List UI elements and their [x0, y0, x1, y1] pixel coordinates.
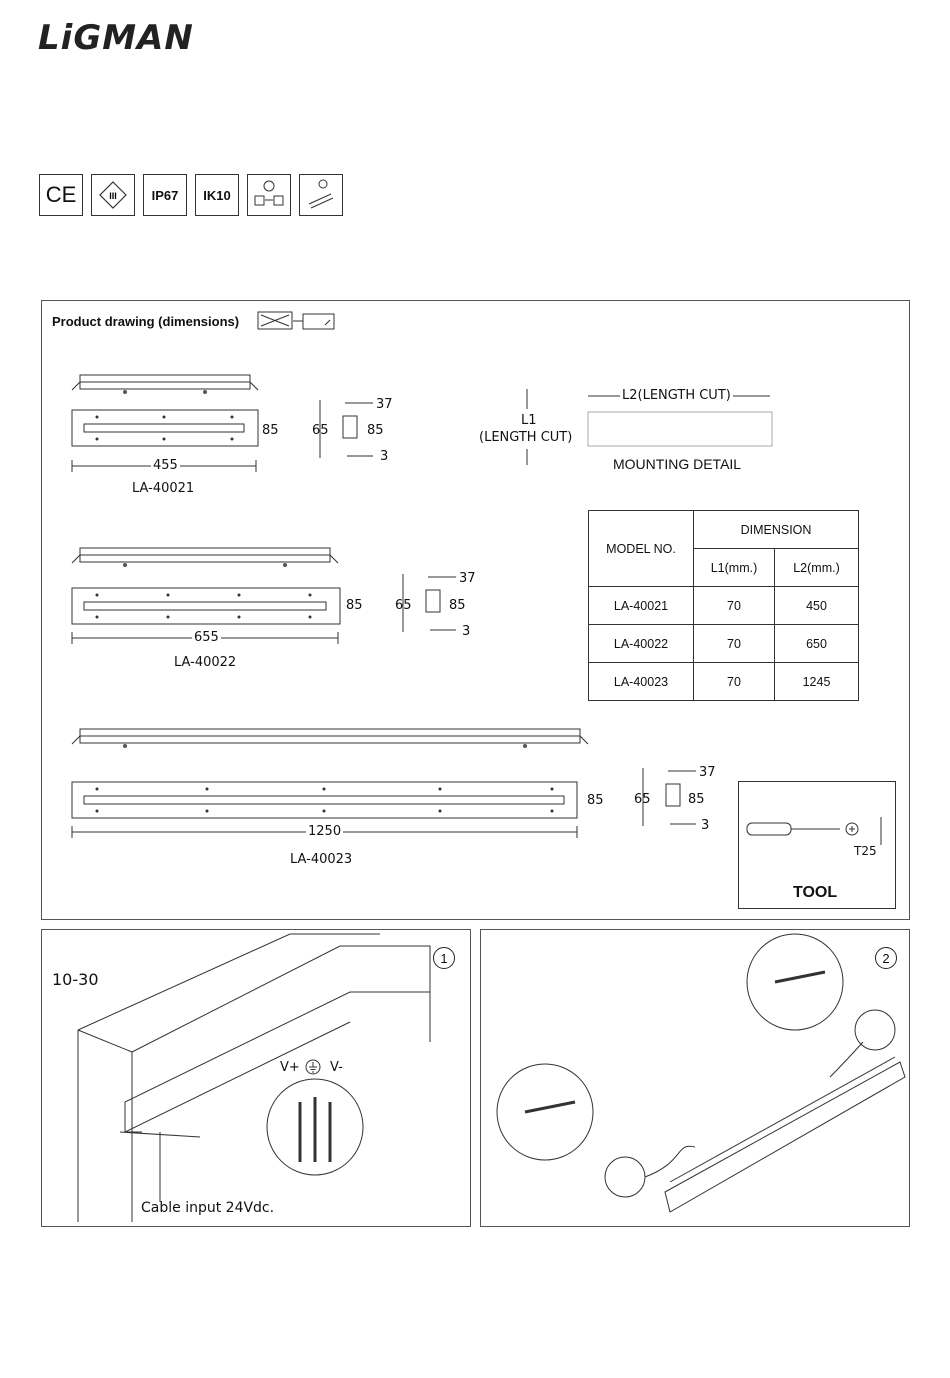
table-row: LA-40022 70 650 — [589, 625, 859, 663]
wall-installation-illustration — [50, 932, 465, 1224]
class-iii-diamond-icon — [91, 174, 135, 216]
luminaire-front-view-2 — [72, 588, 347, 628]
dimension-table — [588, 510, 859, 701]
ik10-badge: IK10 — [195, 174, 239, 216]
ip67-badge: IP67 — [143, 174, 187, 216]
l2-header: L2(mm.) — [775, 549, 859, 587]
cable-caption: Cable input 24Vdc. — [141, 1200, 275, 1216]
end-dim-side-3: 85 — [688, 792, 705, 807]
ground-symbol-icon — [305, 1059, 321, 1075]
model-label-1: LA-40021 — [132, 481, 195, 496]
installation-icon — [299, 174, 343, 216]
mounting-caption: MOUNTING DETAIL — [613, 456, 742, 472]
vminus-label: V- — [330, 1060, 343, 1075]
l1-header: L1(mm.) — [694, 549, 775, 587]
end-dim-height-3: 65 — [634, 792, 651, 807]
table-row: LA-40023 70 1245 — [589, 663, 859, 701]
luminaire-front-view-3 — [72, 782, 582, 822]
end-dim-top-2: 37 — [459, 571, 476, 586]
vplus-label: V+ — [280, 1060, 300, 1075]
drawing-title: Product drawing (dimensions) — [52, 314, 240, 329]
model-header: MODEL NO. — [589, 511, 694, 587]
luminaire-front-view-1 — [72, 410, 262, 450]
recessed-mount-icon — [257, 311, 337, 331]
end-dim-height-1: 65 — [312, 423, 329, 438]
end-dim-top-3: 37 — [699, 765, 716, 780]
end-dim-height-2: 65 — [395, 598, 412, 613]
tool-bit-label: T25 — [854, 844, 877, 858]
mounting-l1-label: L1 — [521, 413, 537, 428]
luminaire-side-view-2 — [70, 545, 350, 569]
length-label-655: 655 — [194, 630, 219, 645]
luminaire-side-view-3 — [70, 726, 590, 750]
length-label-1250: 1250 — [308, 824, 342, 839]
ce-mark-icon: CE — [39, 174, 83, 216]
end-dim-bottom-1: 3 — [380, 449, 389, 464]
connector-installation-illustration — [485, 932, 905, 1224]
end-dim-side-1: 85 — [367, 423, 384, 438]
class-iii-label: III — [109, 191, 117, 201]
width-label-1: 85 — [262, 423, 279, 438]
wall-thickness-label: 10-30 — [52, 970, 99, 989]
model-label-2: LA-40022 — [174, 655, 237, 670]
mounting-l2-label: L2(LENGTH CUT) — [622, 388, 731, 403]
step-1-number: 1 — [433, 947, 455, 969]
table-row: LA-40021 70 450 — [589, 587, 859, 625]
screwdriver-icon — [745, 815, 890, 845]
end-dim-bottom-2: 3 — [462, 624, 471, 639]
class-iii-icon — [91, 174, 135, 216]
tool-label: TOOL — [793, 884, 838, 901]
luminaire-side-view-1 — [70, 372, 270, 396]
width-label-2: 85 — [346, 598, 363, 613]
end-dim-top-1: 37 — [376, 397, 393, 412]
dimension-header: DIMENSION — [694, 511, 859, 549]
brand-logo: LiGMAN — [38, 18, 194, 58]
end-dim-bottom-3: 3 — [701, 818, 710, 833]
model-label-3: LA-40023 — [290, 852, 353, 867]
mounting-l1-sub: (LENGTH CUT) — [479, 430, 573, 445]
step-2-number: 2 — [875, 947, 897, 969]
end-dim-side-2: 85 — [449, 598, 466, 613]
length-label-455: 455 — [153, 458, 178, 473]
width-label-3: 85 — [587, 793, 604, 808]
recycle-icon — [247, 174, 291, 216]
